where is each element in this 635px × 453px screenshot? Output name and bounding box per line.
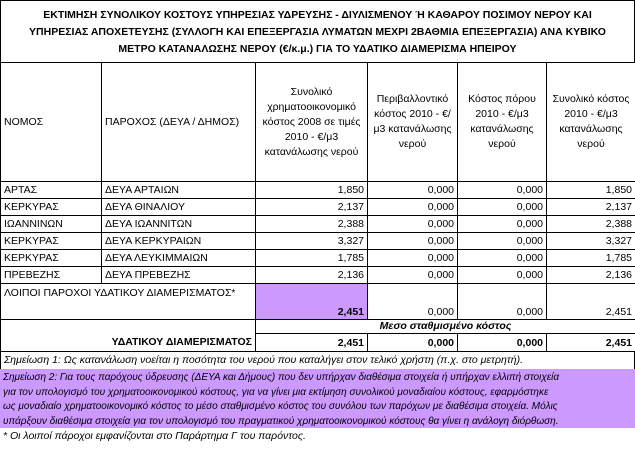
cell-total: 1,850 <box>547 182 635 199</box>
table-row <box>1 199 635 216</box>
cell-resource: 0,000 <box>458 233 547 250</box>
note-2-line-2: για τον υπολογισμό του χρηματοοικονομικού κόστους, για να γίνει μια εκτίμηση συνολικού μοναδιαίου κόστους, εφαρμόστηκε <box>3 386 549 398</box>
cell-total: 1,785 <box>547 250 635 267</box>
cell-resource: 0,000 <box>458 250 547 267</box>
weighted-average-caption: Μεσο σταθμισμένο κόστος <box>256 320 635 334</box>
note-3: * Οι λοιποί πάροχοι εμφανίζονται στο Παράρτημα Γ του παρόντος. <box>3 430 306 442</box>
other-environmental: 0,000 <box>368 284 458 320</box>
totals-financial: 2,451 <box>256 334 368 352</box>
cell-nomos: ΚΕΡΚΥΡΑΣ <box>1 233 102 250</box>
table-row <box>1 267 635 284</box>
table-row <box>1 216 635 233</box>
other-resource: 0,000 <box>458 284 547 320</box>
cell-financial: 1,785 <box>256 250 368 267</box>
totals-label: ΥΔΑΤΙΚΟΥ ΔΙΑΜΕΡΙΣΜΑΤΟΣ <box>1 334 256 352</box>
table-title <box>0 0 635 62</box>
other-providers-row <box>1 284 635 320</box>
note-1: Σημείωση 1: Ως κατανάλωση νοείται η ποσότητα του νερού που καταλήγει στον τελικό χρήστη (π.χ. στο μετρητή). <box>0 352 635 369</box>
weighted-average-caption-row <box>1 320 635 334</box>
cost-table <box>0 62 635 352</box>
cell-resource: 0,000 <box>458 216 547 233</box>
totals-row <box>1 334 635 352</box>
cell-paroxos: ΔΕΥΑ ΘΙΝΑΛΙΟΥ <box>102 199 256 216</box>
cell-nomos: ΠΡΕΒΕΖΗΣ <box>1 267 102 284</box>
spacer <box>1 320 256 334</box>
totals-environmental: 0,000 <box>368 334 458 352</box>
cell-total: 3,327 <box>547 233 635 250</box>
header-nomos: ΝΟΜΟΣ <box>1 63 102 182</box>
note-2-line-3: ως μοναδιαίο χρηματοοικονομικό κόστος το μέσο σταθμισμένο κόστος του συνόλου των παρόχων με διαθέσιμα στοιχεία. Μόλις <box>3 401 558 412</box>
note-2 <box>0 369 635 428</box>
title-line-2: ΥΠΗΡΕΣΙΑΣ ΑΠΟΧΕΤΕΥΣΗΣ (ΣΥΛΛΟΓΗ ΚΑΙ ΕΠΕΞΕΡΓΑΣΙΑ ΛΥΜΑΤΩΝ ΜΕΧΡΙ 2ΒΑΘΜΙΑ ΕΠΕΞΕΡΓΑΣΙΑ) ΑΝΑ ΚΥΒΙΚΟ <box>29 26 606 38</box>
note-2-line-4: υπάρξουν διαθέσιμα στοιχεία για τον υπολογισμό του πραγματικού χρηματοοικονομικού κόστους θα γίνει η ανάλογη διόρθωση. <box>3 415 559 427</box>
other-providers-label: ΛΟΙΠΟΙ ΠΑΡΟΧΟΙ ΥΔΑΤΙΚΟΥ ΔΙΑΜΕΡΙΣΜΑΤΟΣ* <box>1 284 256 320</box>
title-line-3: ΜΕΤΡΟ ΚΑΤΑΝΑΛΩΣΗΣ ΝΕΡΟΥ (€/κ.μ.) ΓΙΑ ΤΟ ΥΔΑΤΙΚΟ ΔΙΑΜΕΡΙΣΜΑ ΗΠΕΙΡΟΥ <box>118 43 517 55</box>
header-total: Συνολικό κόστος 2010 - €/μ3 κατανάλωσης νερού <box>547 63 635 182</box>
cell-paroxos: ΔΕΥΑ ΛΕΥΚΙΜΜΑΙΩΝ <box>102 250 256 267</box>
cell-financial: 2,136 <box>256 267 368 284</box>
cell-total: 2,388 <box>547 216 635 233</box>
cell-nomos: ΚΕΡΚΥΡΑΣ <box>1 199 102 216</box>
cell-environmental: 0,000 <box>368 267 458 284</box>
header-financial: Συνολικό χρηματοοικονομικό κόστος 2008 σε τιμές 2010 - €/μ3 κατανάλωσης νερού <box>256 63 368 182</box>
cell-environmental: 0,000 <box>368 216 458 233</box>
cell-paroxos: ΔΕΥΑ ΚΕΡΚΥΡΑΙΩΝ <box>102 233 256 250</box>
totals-total: 2,451 <box>547 334 635 352</box>
cell-resource: 0,000 <box>458 182 547 199</box>
header-row <box>1 63 635 182</box>
table-row <box>1 182 635 199</box>
cell-total: 2,136 <box>547 267 635 284</box>
cell-paroxos: ΔΕΥΑ ΙΩΑΝΝΙΤΩΝ <box>102 216 256 233</box>
title-line-1: ΕΚΤΙΜΗΣΗ ΣΥΝΟΛΙΚΟΥ ΚΟΣΤΟΥΣ ΥΠΗΡΕΣΙΑΣ ΥΔΡΕΥΣΗΣ - ΔΙΥΛΙΣΜΕΝΟΥ Ή ΚΑΘΑΡΟΥ ΠΟΣΙΜΟΥ ΝΕΡΟΥ ΚΑΙ <box>43 9 592 21</box>
cell-financial: 2,137 <box>256 199 368 216</box>
cell-nomos: ΙΩΑΝΝΙΝΩΝ <box>1 216 102 233</box>
cell-environmental: 0,000 <box>368 182 458 199</box>
cell-resource: 0,000 <box>458 267 547 284</box>
totals-resource: 0,000 <box>458 334 547 352</box>
cell-environmental: 0,000 <box>368 233 458 250</box>
cell-resource: 0,000 <box>458 199 547 216</box>
cell-nomos: ΚΕΡΚΥΡΑΣ <box>1 250 102 267</box>
cell-financial: 3,327 <box>256 233 368 250</box>
table-row <box>1 233 635 250</box>
header-paroxos: ΠΑΡΟΧΟΣ (ΔΕΥΑ / ΔΗΜΟΣ) <box>102 63 256 182</box>
header-environmental: Περιβαλλοντικό κόστος 2010 - €/μ3 κατανάλωσης νερού <box>368 63 458 182</box>
cell-nomos: ΑΡΤΑΣ <box>1 182 102 199</box>
cell-environmental: 0,000 <box>368 199 458 216</box>
cell-financial: 1,850 <box>256 182 368 199</box>
note-2-line-1: Σημείωση 2: Για τους παρόχους ύδρευσης (ΔΕΥΑ και Δήμους) που δεν υπήρχαν διαθέσιμα στοιχεία ή υπήρχαν ελλιπή στοιχεία <box>3 372 560 383</box>
cell-paroxos: ΔΕΥΑ ΠΡΕΒΕΖΗΣ <box>102 267 256 284</box>
other-total: 2,451 <box>547 284 635 320</box>
cell-financial: 2,388 <box>256 216 368 233</box>
cell-environmental: 0,000 <box>368 250 458 267</box>
header-resource: Κόστος πόρου 2010 - €/μ3 κατανάλωσης νερού <box>458 63 547 182</box>
cell-paroxos: ΔΕΥΑ ΑΡΤΑΙΩΝ <box>102 182 256 199</box>
cell-total: 2,137 <box>547 199 635 216</box>
table-row <box>1 250 635 267</box>
other-financial: 2,451 <box>256 284 368 320</box>
